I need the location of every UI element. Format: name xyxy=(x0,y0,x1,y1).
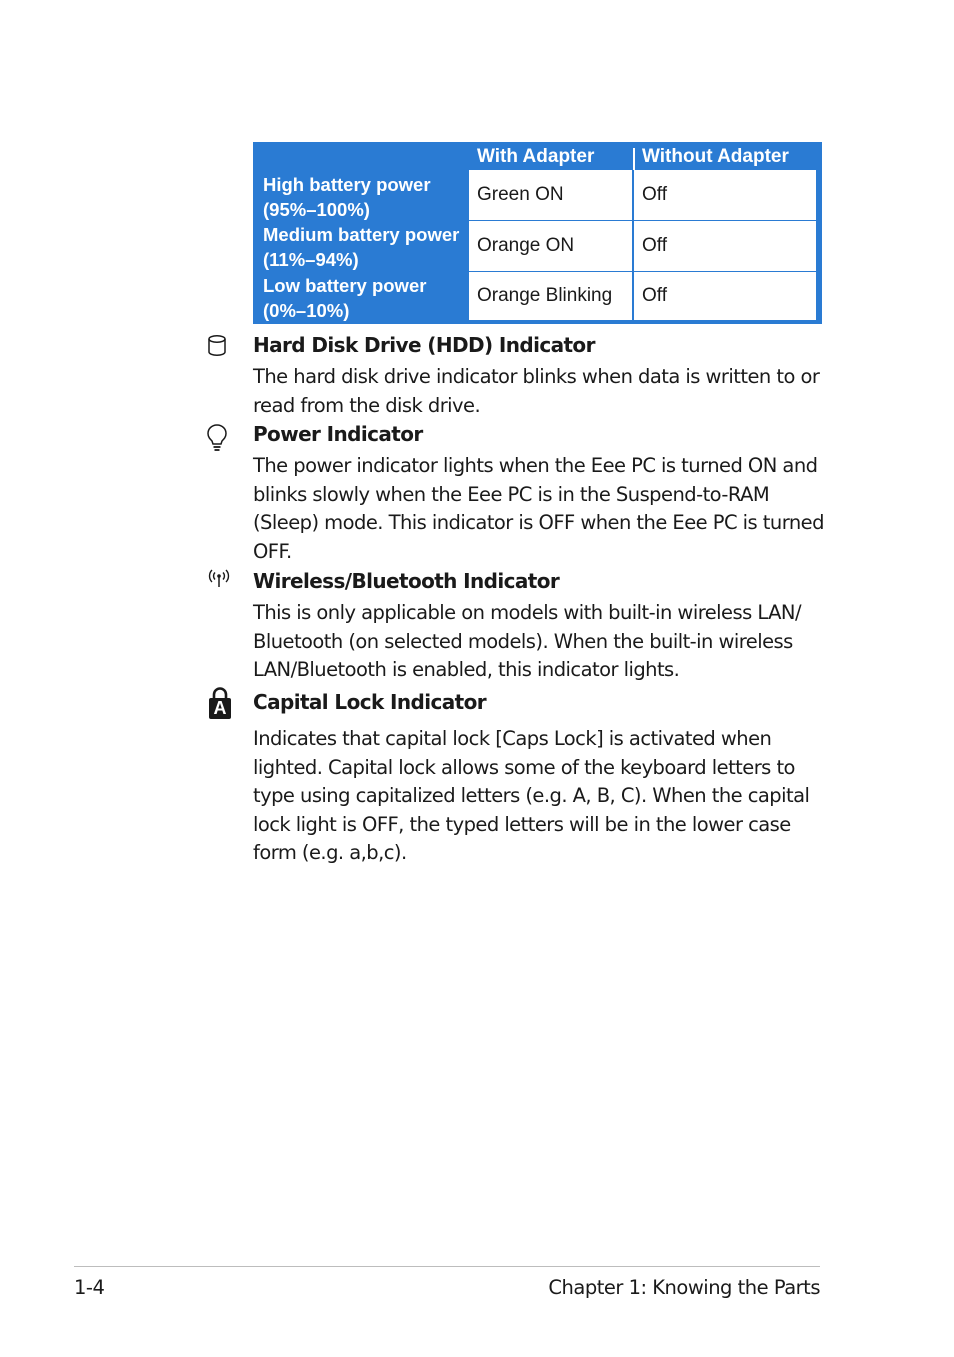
section-title: Hard Disk Drive (HDD) Indicator xyxy=(253,333,595,357)
wireless-icon xyxy=(207,569,231,589)
lightbulb-icon xyxy=(205,423,229,453)
table-header-without-adapter: Without Adapter xyxy=(642,146,789,167)
footer-divider xyxy=(74,1266,820,1267)
table-row-label: High battery power (95%–100%) xyxy=(263,174,431,220)
table-cell: Off xyxy=(634,221,816,271)
wireless-indicator-section xyxy=(253,567,828,685)
power-indicator-section xyxy=(253,420,828,566)
capital-lock-letter: A xyxy=(213,698,227,718)
section-body: Indicates that capital lock [Caps Lock] is activated when lighted. Capital lock allows some of the keyboard letters to type using capitalized letters (e.g. A, B, C). When the capital lock light is OFF, the typed letters will be in the lower case form (e.g. a,b,c). xyxy=(253,727,810,864)
table-header-divider xyxy=(633,148,635,170)
table-cell: Off xyxy=(634,170,816,220)
capital-lock-icon xyxy=(207,686,233,720)
table-cell: Orange ON xyxy=(469,221,632,271)
section-title: Capital Lock Indicator xyxy=(253,690,486,714)
hdd-indicator-section xyxy=(253,331,828,420)
table-cell: Orange Blinking xyxy=(469,272,632,320)
section-body: The power indicator lights when the Eee PC is turned ON and blinks slowly when the Eee PC is in the Suspend-to-RAM (Sleep) mode. This indicator is OFF when the Eee PC is turned OFF. xyxy=(253,454,824,563)
chapter-title: Chapter 1: Knowing the Parts xyxy=(548,1276,820,1299)
table-cell: Green ON xyxy=(469,170,632,220)
table-header-with-adapter: With Adapter xyxy=(477,146,595,167)
section-title: Wireless/Bluetooth Indicator xyxy=(253,569,560,593)
table-row-label: Low battery power (0%–10%) xyxy=(263,275,427,321)
table-cell: Off xyxy=(634,272,816,320)
page-number: 1-4 xyxy=(74,1276,105,1299)
section-body: This is only applicable on models with built-in wireless LAN/ Bluetooth (on selected models). When the built-in wireless LAN/Bluetooth is enabled, this indicator lights. xyxy=(253,601,801,681)
table-row-label: Medium battery power (11%–94%) xyxy=(263,224,460,270)
battery-indicator-table xyxy=(253,142,822,324)
section-body: The hard disk drive indicator blinks when data is written to or read from the disk drive. xyxy=(253,365,820,417)
hard-disk-icon xyxy=(206,334,228,358)
section-title: Power Indicator xyxy=(253,422,423,446)
capital-lock-indicator-section xyxy=(253,688,828,868)
